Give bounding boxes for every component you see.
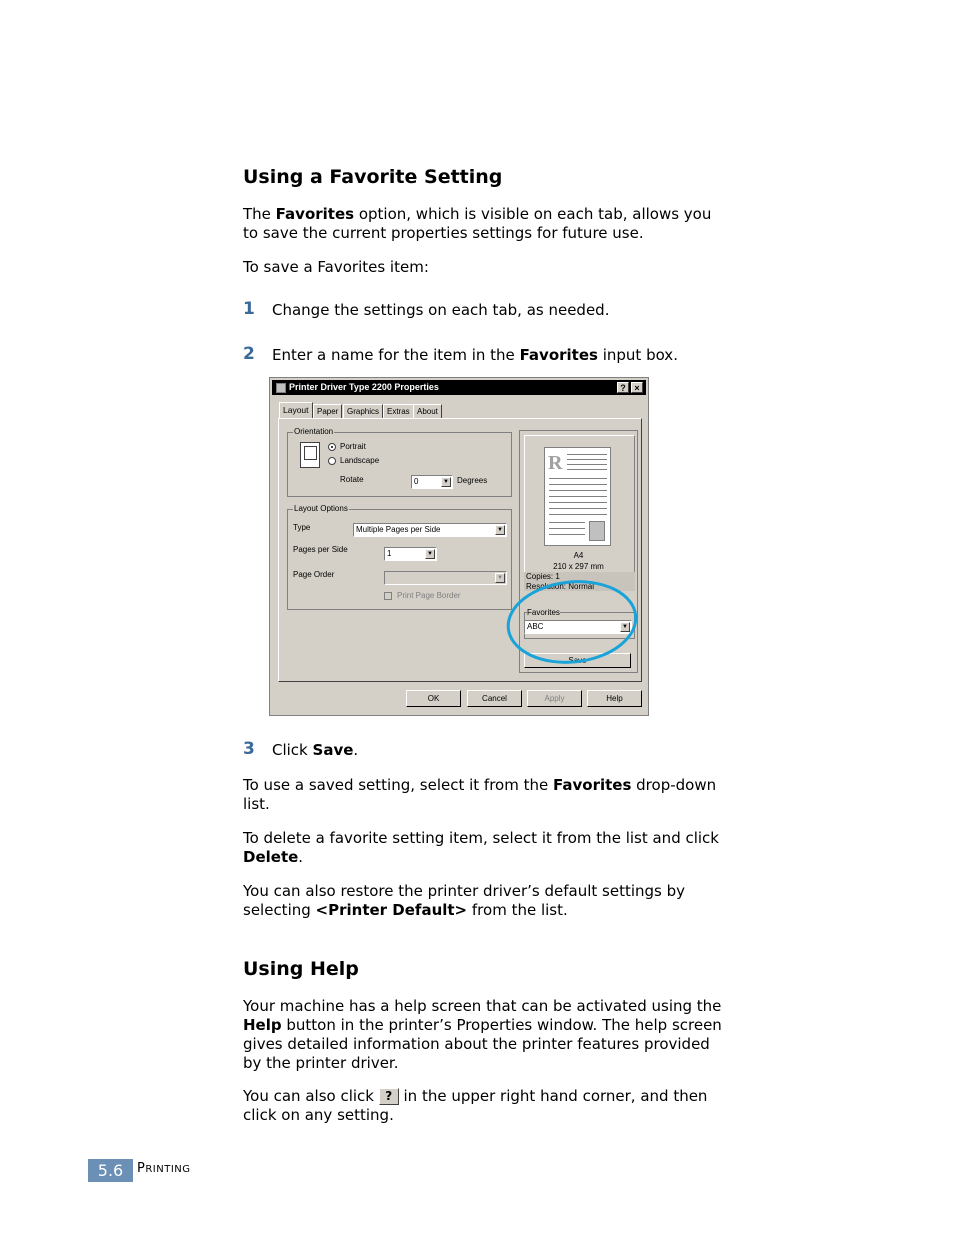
chevron-down-icon: ▼ <box>495 573 505 583</box>
use-saved-text: To use a saved setting, select it from the Favorites drop-down list. <box>243 776 717 813</box>
footer-section: PRINTING <box>137 1161 191 1176</box>
layout-options-label: Layout Options <box>294 504 348 513</box>
type-label: Type <box>293 523 311 532</box>
favorites-label: Favorites <box>527 608 560 617</box>
help-question-button[interactable]: ? <box>617 382 629 393</box>
pages-per-side-select[interactable]: 1 ▼ <box>384 547 437 561</box>
tab-extras[interactable]: Extras <box>383 404 414 418</box>
orientation-group <box>287 427 512 497</box>
favorites-intro: The Favorites option, which is visible on each tab, allows you to save the current properties settings for future use. <box>243 205 712 242</box>
landscape-radio[interactable] <box>328 457 336 465</box>
close-button[interactable]: × <box>631 382 643 393</box>
dialog-title: Printer Driver Type 2200 Properties <box>289 382 439 392</box>
highlight-circle <box>502 574 646 670</box>
tab-layout[interactable]: Layout <box>279 402 313 418</box>
layout-options-group <box>287 504 512 610</box>
dialog-titlebar <box>272 380 646 395</box>
landscape-label: Landscape <box>340 456 380 465</box>
paper-dimensions: 210 x 297 mm <box>553 562 604 571</box>
degrees-label: Degrees <box>457 476 488 485</box>
favorites-input[interactable]: ABC ▼ <box>524 620 632 634</box>
rotate-select[interactable]: 0 ▼ <box>411 475 453 489</box>
cancel-button[interactable]: Cancel <box>467 690 522 707</box>
tab-paper[interactable]: Paper <box>313 404 342 418</box>
help-para-2: You can also click ? in the upper right hand corner, and then click on any setting. <box>243 1087 708 1124</box>
orientation-label: Orientation <box>294 427 334 436</box>
page-number: 5.6 <box>88 1159 133 1182</box>
preview-letter: R <box>548 452 563 474</box>
chevron-down-icon: ▼ <box>425 549 435 559</box>
copies-text: Copies: 1 <box>526 572 560 581</box>
ok-button[interactable]: OK <box>406 690 461 707</box>
help-para-1: Your machine has a help screen that can be activated using the Help button in the printer’s Properties window. The help screen gives detailed information about the printer features provided by the printer driver. <box>243 997 722 1072</box>
step-number-2: 2 <box>243 344 255 364</box>
section-title-favorites: Using a Favorite Setting <box>243 166 503 188</box>
to-save-text: To save a Favorites item: <box>243 258 429 276</box>
step-number-1: 1 <box>243 299 255 319</box>
section-title-help: Using Help <box>243 958 359 980</box>
chevron-down-icon: ▼ <box>495 525 505 535</box>
restore-text: You can also restore the printer driver’s default settings by selecting <Printer Default> from the list. <box>243 882 686 919</box>
favorites-save-button[interactable]: Save <box>524 653 631 668</box>
page-order-select[interactable] <box>384 571 507 585</box>
delete-text: To delete a favorite setting item, select it from the list and click Delete. <box>243 829 719 866</box>
step-text-3: Click Save. <box>272 741 359 759</box>
rotate-label: Rotate <box>340 475 364 484</box>
chevron-down-icon: ▼ <box>441 477 451 487</box>
portrait-radio[interactable] <box>328 443 336 451</box>
print-border-checkbox[interactable] <box>384 592 392 600</box>
portrait-label: Portrait <box>340 442 366 451</box>
page-order-icon <box>589 521 605 541</box>
help-button[interactable]: Help <box>587 690 642 707</box>
pages-per-side-label: Pages per Side <box>293 545 348 554</box>
tab-graphics[interactable]: Graphics <box>343 404 383 418</box>
step-text-1: Change the settings on each tab, as needed. <box>272 301 610 319</box>
step-text-2: Enter a name for the item in the Favorites input box. <box>272 346 678 364</box>
help-question-icon: ? <box>379 1088 399 1105</box>
page-order-label: Page Order <box>293 570 335 579</box>
step-number-3: 3 <box>243 739 255 759</box>
printer-icon <box>276 383 286 393</box>
resolution-text: Resolution: Normal <box>526 582 595 591</box>
paper-size-name: A4 <box>573 551 584 560</box>
apply-button[interactable]: Apply <box>527 690 582 707</box>
chevron-down-icon: ▼ <box>620 622 630 632</box>
portrait-page-icon <box>300 442 320 468</box>
type-select[interactable]: Multiple Pages per Side ▼ <box>353 523 507 537</box>
print-border-label: Print Page Border <box>397 591 461 600</box>
page-preview <box>544 447 611 546</box>
tab-about[interactable]: About <box>413 404 442 418</box>
printer-properties-dialog <box>269 377 649 716</box>
